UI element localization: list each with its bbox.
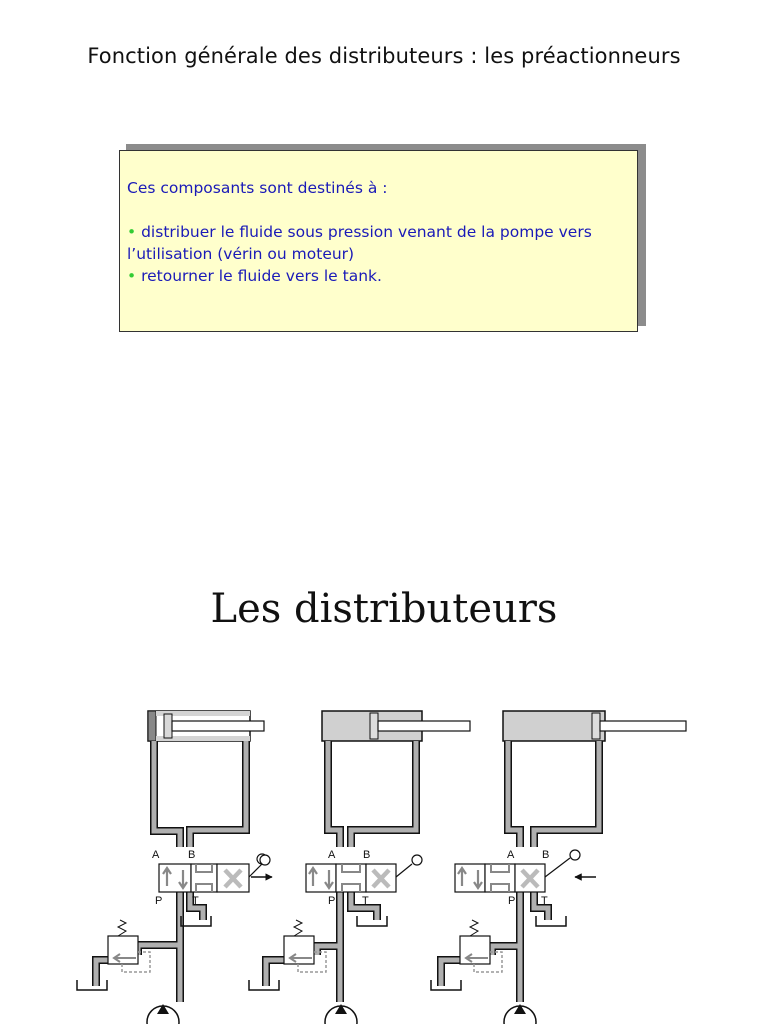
page-title: Fonction générale des distributeurs : les préactionneurs (87, 44, 681, 68)
cylinder-icon (148, 711, 264, 741)
pump-icon (147, 1004, 179, 1024)
note-intro: Ces composants sont destinés à : (127, 179, 388, 197)
section-heading: Les distributeurs (210, 586, 558, 632)
cylinder-icon (503, 711, 686, 741)
port-b-label: B (188, 849, 196, 861)
hydraulic-panel-left (77, 711, 272, 1024)
distributor-diagram (0, 690, 768, 1024)
hydraulic-panel-center (249, 711, 470, 1024)
pump-icon (504, 1004, 536, 1024)
port-p-label: P (508, 895, 516, 907)
port-a-label: A (328, 849, 336, 861)
valve-icon (159, 854, 272, 892)
port-p-label: P (155, 895, 163, 907)
note-box (119, 150, 638, 332)
port-a-label: A (507, 849, 515, 861)
port-t-label: T (192, 895, 199, 907)
hydraulic-panel-right (431, 711, 686, 1024)
port-b-label: B (542, 849, 550, 861)
note-bullet-2 (127, 265, 629, 287)
bullet-icon: • (127, 223, 137, 241)
port-t-label: T (362, 895, 369, 907)
valve-icon (455, 850, 596, 892)
note-bullet-2-text: retourner le fluide vers le tank. (141, 267, 382, 285)
tank-icon (431, 980, 461, 990)
port-b-label: B (363, 849, 371, 861)
port-p-label: P (328, 895, 336, 907)
note-bullet-1-text: distribuer le fluide sous pression venant de la pompe vers l’utilisation (vérin ou moteur) (127, 223, 592, 263)
port-a-label: A (152, 849, 160, 861)
port-t-label: T (541, 895, 548, 907)
bullet-icon: • (127, 267, 137, 285)
tank-icon (357, 916, 387, 926)
note-bullet-1 (127, 221, 629, 265)
pump-icon (325, 1004, 357, 1024)
cylinder-icon (322, 711, 470, 741)
